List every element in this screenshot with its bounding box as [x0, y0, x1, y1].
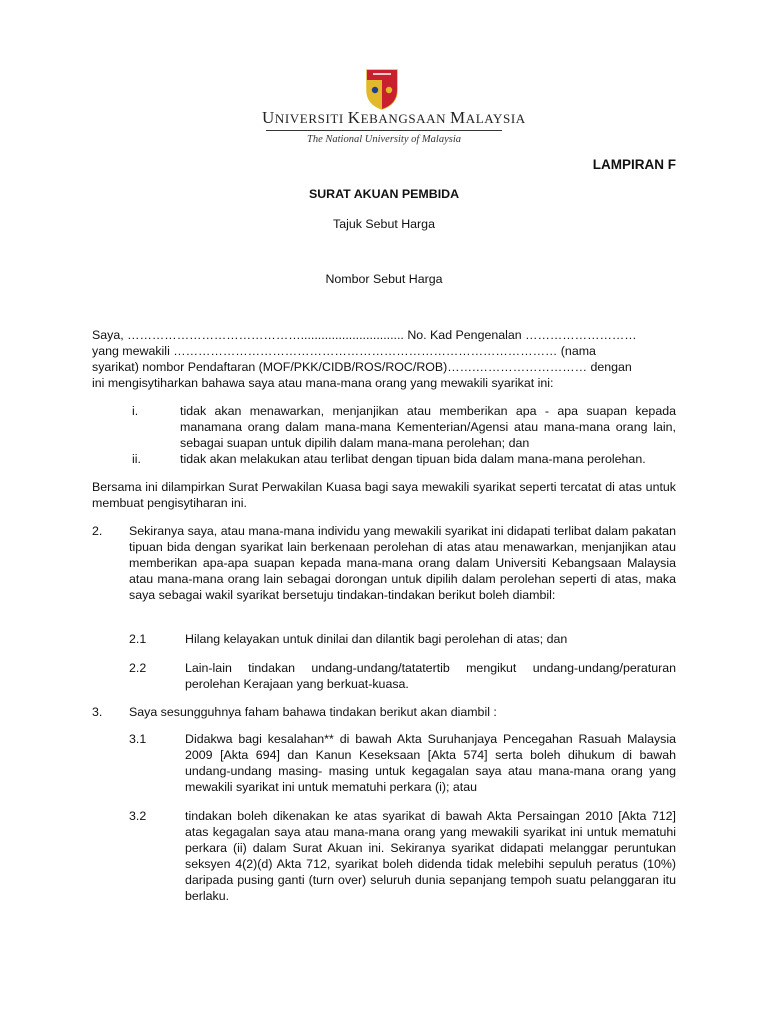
subsection-text: Didakwa bagi kesalahan** di bawah Akta Suruhanjaya Pencegahan Rasuah Malaysia 2009 [Akta 694] dan Kanun Keseksaan [Akta 574] serta boleh dihukum di bawah undang-undang masing- masing untuk kegagalan saya atau mana-mana orang yang mewakili syarikat ini untuk mematuhi perkara (i); atau	[185, 732, 676, 794]
section-text: Sekiranya saya, atau mana-mana individu yang mewakili syarikat ini didapati terlibat dalam pakatan tipuan bida dengan syarikat lain berkenaan perolehan di atas atau menawarkan, menjanjikan atau memberikan apa-apa suapan kepada mana-mana orang dalam Universiti Kebangsaan Malaysia atau mana-mana orang lain sebagai dorongan untuk dipilih dalam perolehan seperti di atas, maka saya sebagai wakil syarikat bersetuju tindakan-tindakan berikut boleh diambil:	[129, 524, 676, 602]
subsection-text: Lain-lain tindakan undang-undang/tatatertib mengikut undang-undang/peraturan perolehan Kerajaan yang berkuat-kuasa.	[185, 661, 676, 691]
subsection-number: 3.2	[129, 809, 147, 823]
logo-divider	[266, 130, 502, 131]
list-item: tidak akan menawarkan, menjanjikan atau memberikan apa - apa suapan kepada manamana orang dalam mana-mana Kementerian/Agensi atau mana-mana orang lain, sebagai suapan untuk dipilih dalam mana-mana perolehan; dan	[180, 404, 676, 450]
university-logo	[262, 66, 526, 146]
section-number: 2.	[92, 524, 103, 538]
university-tagline: The National University of Malaysia	[307, 134, 461, 145]
declaration-line-4: ini mengisytiharkan bahawa saya atau mana-mana orang yang mewakili syarikat ini:	[92, 376, 554, 390]
subsection-text: Hilang kelayakan untuk dinilai dan dilantik bagi perolehan di atas; dan	[185, 632, 568, 646]
document-title: SURAT AKUAN PEMBIDA	[308, 187, 460, 201]
list-item: tidak akan melakukan atau terlibat dengan tipuan bida dalam mana-mana perolehan.	[180, 452, 646, 466]
quotation-number-field: Nombor Sebut Harga	[325, 272, 443, 286]
declaration-line-2: yang mewakili ………………………………………………………………………………… (nama	[92, 344, 596, 358]
subsection-number: 2.1	[129, 632, 147, 646]
subsection-number: 3.1	[129, 732, 147, 746]
subsection-number: 2.2	[129, 661, 147, 675]
list-item-number: i.	[132, 404, 139, 418]
university-name-wordmark: UNIVERSITI KEBANGSAAN MALAYSIA	[262, 108, 526, 127]
list-item-number: ii.	[132, 452, 141, 466]
declaration-line-3: syarikat) nombor Pendaftaran (MOF/PKK/CIDB/ROS/ROC/ROB)…….……………………… dengan	[92, 360, 632, 374]
declaration-line-1: Saya, …………………………………….............................. No. Kad Pengenalan ………………………	[92, 328, 637, 342]
subsection-text: tindakan boleh dikenakan ke atas syarikat di bawah Akta Persaingan 2010 [Akta 712] atas kegagalan saya atau mana-mana orang yang mewakili syarikat ini untuk mematuhi perkara (ii) dalam Surat Akuan ini. Sekiranya syarikat didapati melanggar peruntukan seksyen 4(2)(d) Akta 712, syarikat boleh didenda tidak melebihi sepuluh peratus (10%) daripada pusing ganti (turn over) seluruh dunia sepanjang tempoh suatu pelanggaran itu berlaku.	[185, 809, 676, 903]
university-crest-icon	[365, 66, 399, 110]
appendix-label: LAMPIRAN F	[592, 157, 676, 172]
attachment-statement: Bersama ini dilampirkan Surat Perwakilan Kuasa bagi saya mewakili syarikat seperti tercatat di atas untuk membuat pengisytiharan ini.	[92, 480, 676, 510]
section-number: 3.	[92, 705, 103, 719]
section-text: Saya sesungguhnya faham bahawa tindakan berikut akan diambil :	[129, 705, 497, 719]
quotation-title-field: Tajuk Sebut Harga	[333, 217, 435, 231]
